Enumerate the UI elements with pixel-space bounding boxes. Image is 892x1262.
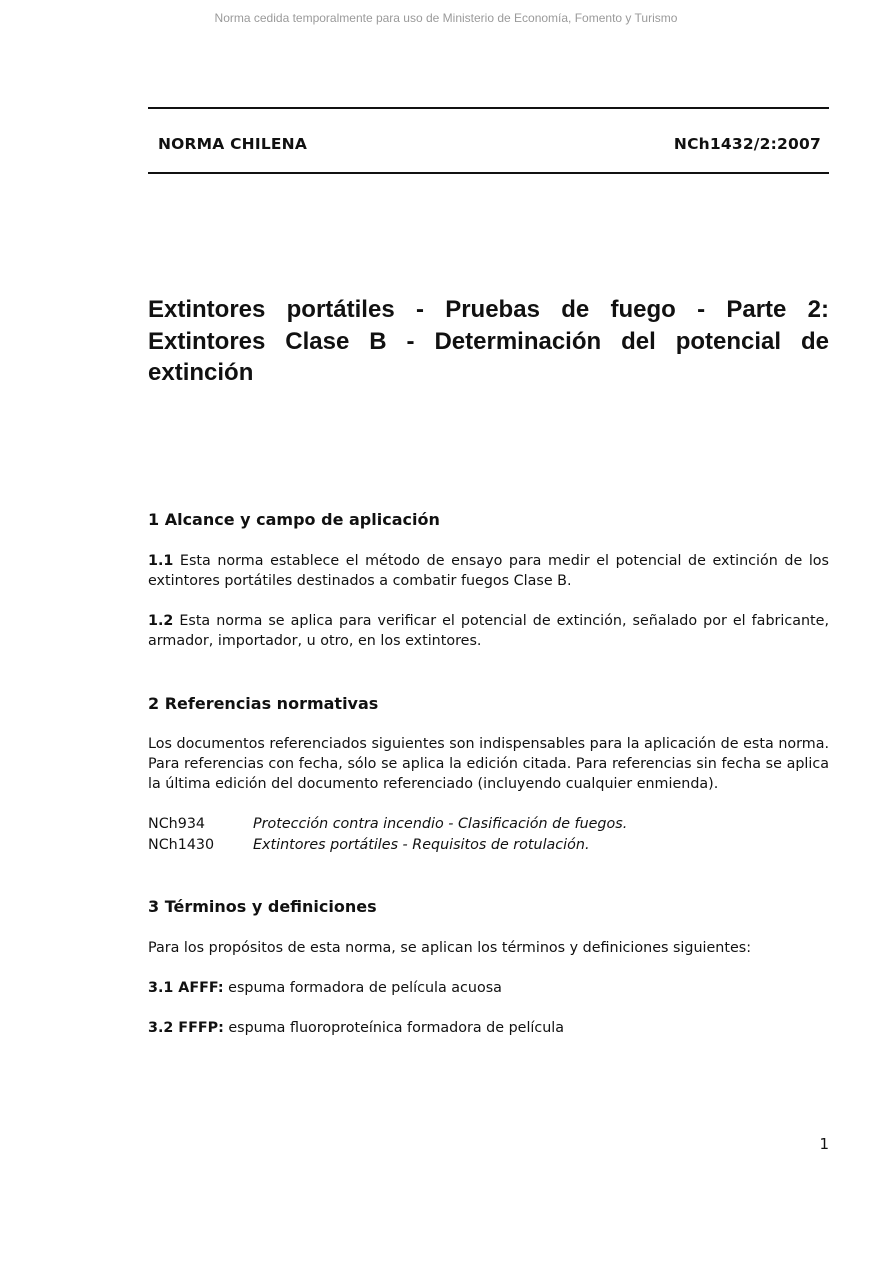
document-title: Extintores portátiles - Pruebas de fuego - Parte 2: Extintores Clase B - Determinación del potencial de extinción <box>148 296 829 386</box>
definition-text: espuma formadora de película acuosa <box>223 980 502 996</box>
reference-code: NCh1430 <box>148 837 215 853</box>
page-number: 1 <box>819 1135 829 1153</box>
section-3-heading: 3 Términos y definiciones <box>148 897 377 916</box>
section-2-heading: 2 Referencias normativas <box>148 694 379 713</box>
reference-list <box>148 814 829 856</box>
paragraph-number: 1.2 <box>148 613 174 629</box>
definition-text: espuma fluoroproteínica formadora de película <box>223 1020 565 1036</box>
watermark: Norma cedida temporalmente para uso de Ministerio de Economía, Fomento y Turismo <box>214 11 678 25</box>
paragraph-1-2 <box>148 611 829 651</box>
paragraph-text: Esta norma establece el método de ensayo para medir el potencial de extinción de los extintores portátiles destinados a combatir fuegos Clase B. <box>148 553 829 589</box>
paragraph-3-intro: Para los propósitos de esta norma, se aplican los términos y definiciones siguientes: <box>148 940 752 956</box>
paragraph-number: 1.1 <box>148 553 174 569</box>
definition-3-2 <box>148 1018 829 1038</box>
reference-item <box>148 814 829 835</box>
reference-code: NCh934 <box>148 816 206 832</box>
document-header <box>148 107 829 174</box>
paragraph-2-intro: Los documentos referenciados siguientes son indispensables para la aplicación de esta norma. Para referencias con fecha, sólo se aplica la edición citada. Para referencias sin fecha se aplica la última edición del documento referenciado (incluyendo cualquier enmienda). <box>148 736 829 792</box>
header-norm-code: NCh1432/2:2007 <box>673 135 821 153</box>
definition-term: 3.2 FFFP: <box>148 1020 224 1036</box>
definition-3-1 <box>148 978 829 998</box>
header-norm-label: NORMA CHILENA <box>158 135 308 153</box>
definition-term: 3.1 AFFF: <box>148 980 224 996</box>
reference-title: Extintores portátiles - Requisitos de rotulación. <box>253 837 590 853</box>
section-1-heading: 1 Alcance y campo de aplicación <box>148 510 440 529</box>
document-body <box>148 509 829 1038</box>
paragraph-1-1 <box>148 551 829 591</box>
paragraph-text: Esta norma se aplica para verificar el potencial de extinción, señalado por el fabricante, armador, importador, u otro, en los extintores. <box>148 613 829 649</box>
reference-title: Protección contra incendio - Clasificación de fuegos. <box>253 816 628 832</box>
reference-item <box>148 835 829 856</box>
